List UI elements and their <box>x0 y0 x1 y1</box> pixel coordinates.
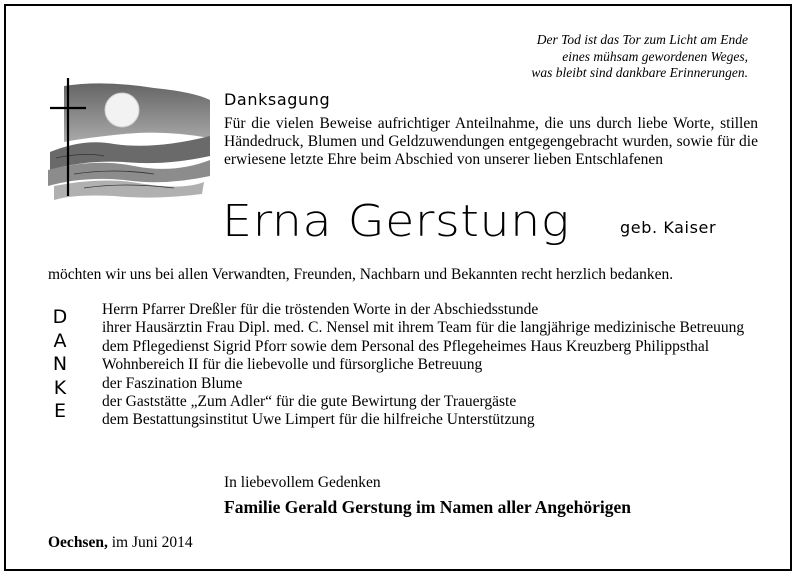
date: im Juni 2014 <box>111 534 193 551</box>
list-item: der Faszination Blume <box>102 374 243 392</box>
deceased <box>222 196 717 247</box>
danke-letter: N <box>52 353 68 375</box>
place-date <box>48 534 193 552</box>
list-item: der Gaststätte „Zum Adler“ für die gute Bewirtung der Trauergäste <box>102 393 517 411</box>
thanks-line: möchten wir uns bei allen Verwandten, Freunden, Nachbarn und Bekannten recht herzlich bedanken. <box>48 266 674 283</box>
closing: In liebevollem Gedenken <box>224 474 381 491</box>
deceased-name: Erna Gerstung <box>222 196 570 247</box>
cross-landscape-illustration <box>44 78 212 210</box>
list-item: ihrer Hausärztin Frau Dipl. med. C. Nensel mit ihrem Team für die langjährige medizinische Betreuung <box>102 319 745 337</box>
danke-letter: A <box>53 329 67 352</box>
danke-vertical <box>46 306 74 424</box>
motto-line: was bleibt sind dankbare Erinnerungen. <box>531 65 748 80</box>
place: Oechsen, <box>48 534 108 551</box>
heading: Danksagung <box>224 90 331 109</box>
notice-frame <box>4 4 792 571</box>
list-item: dem Pflegedienst Sigrid Pforr sowie dem Personal des Pflegeheimes Haus Kreuzberg Philippsthal Wohnbereich II für die liebevolle und fürsorgliche Betreuung <box>102 337 710 374</box>
danke-letter: D <box>52 306 68 328</box>
motto <box>531 32 748 82</box>
list-item: Herrn Pfarrer Dreßler für die tröstenden Worte in der Abschiedsstunde <box>102 301 539 318</box>
thanks-list <box>102 301 762 430</box>
danke-letter: K <box>53 376 67 399</box>
family-signature: Familie Gerald Gerstung im Namen aller Angehörigen <box>224 497 631 517</box>
intro-text: Für die vielen Beweise aufrichtiger Anteilnahme, die uns durch liebe Worte, stillen Händedruck, Blumen und Geldzuwendungen entgegengebracht wurden, sowie für die erwiesene letzte Ehre beim Abschied von unserer lieben Entschlafenen <box>224 115 758 169</box>
maiden-name: geb. Kaiser <box>620 218 717 237</box>
motto-line: eines mühsam gewordenen Weges, <box>562 48 748 64</box>
motto-line: Der Tod ist das Tor zum Licht am Ende <box>536 32 748 47</box>
list-item: dem Bestattungsinstitut Uwe Limpert für die hilfreiche Unterstützung <box>102 411 535 429</box>
danke-letter: E <box>53 400 66 422</box>
